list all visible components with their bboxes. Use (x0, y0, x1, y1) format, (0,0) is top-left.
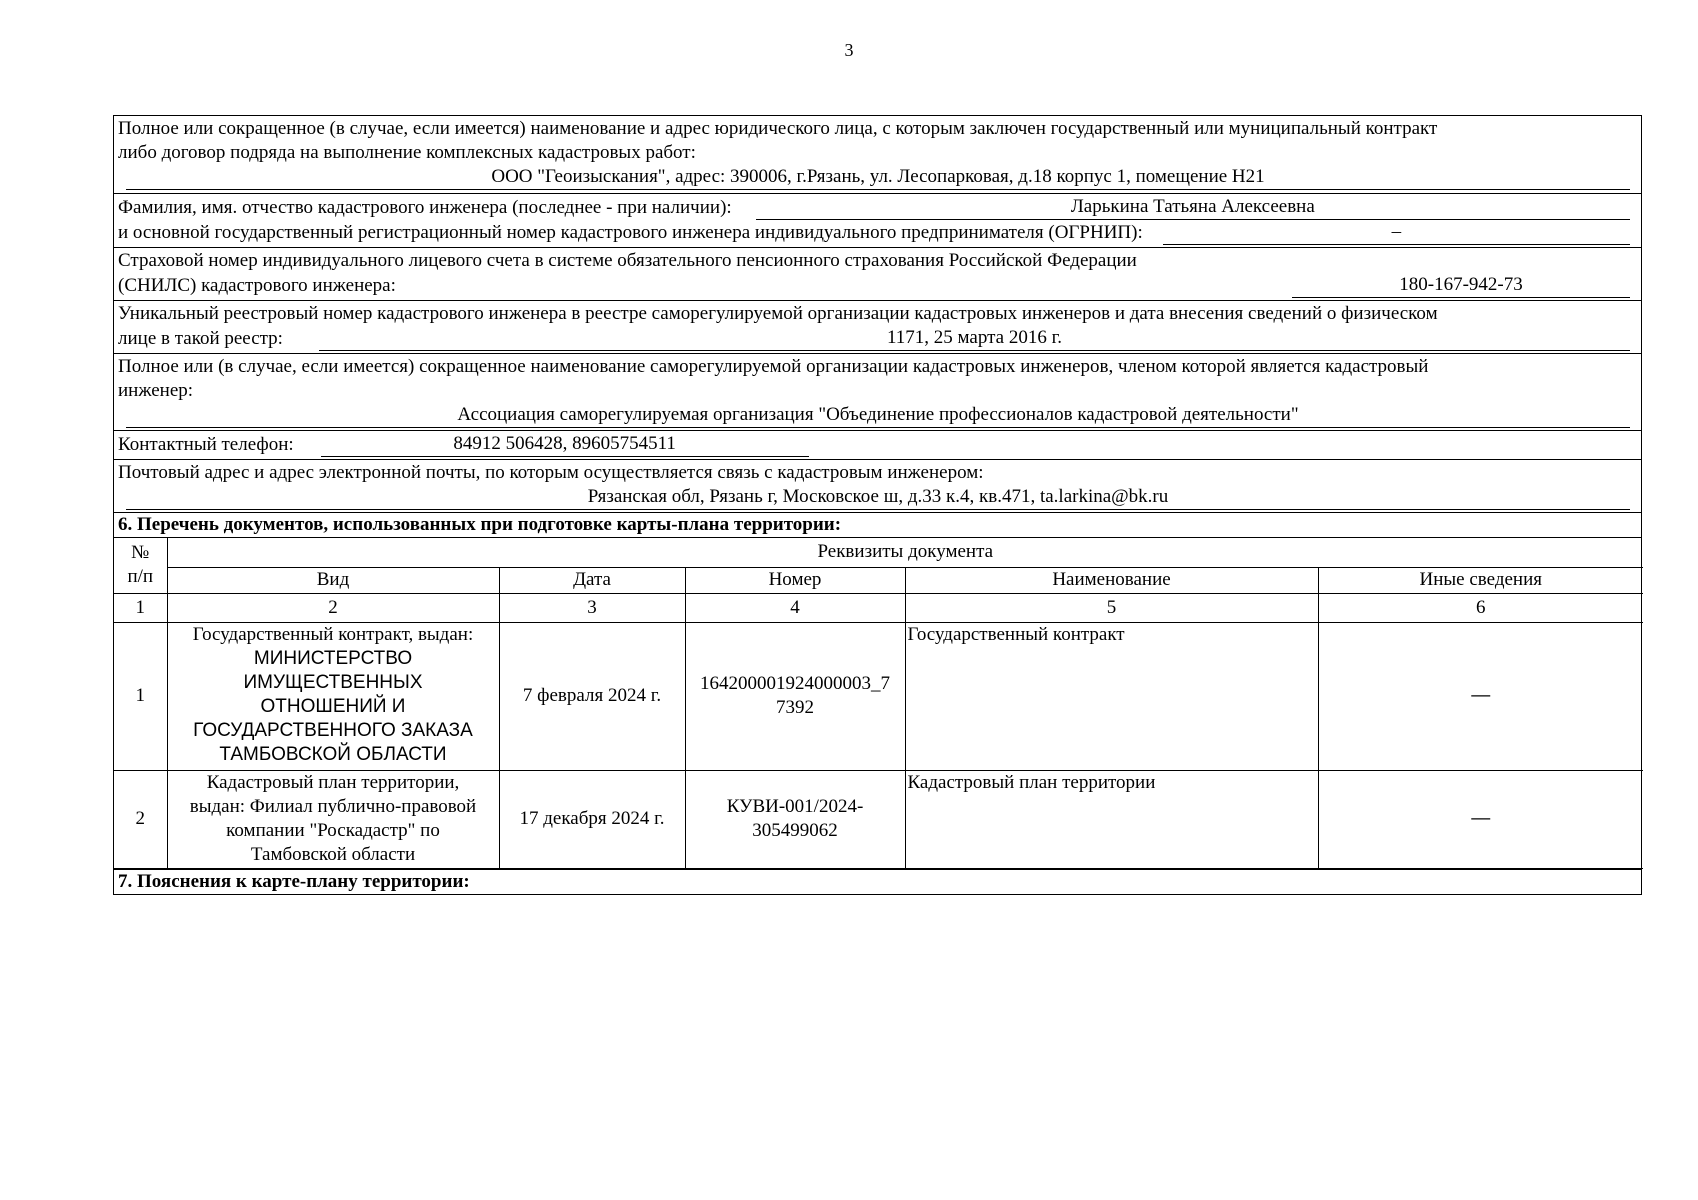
contractor-label-line1: Полное или сокращенное (в случае, если имеется) наименование и адрес юридического лица, с которым заключен государственный или муниципальный контракт (118, 118, 1438, 139)
row1-number (685, 622, 905, 770)
registry-label-line2: лице в такой реестр: (118, 328, 283, 349)
engineer-ogrnip-value: – (1163, 220, 1630, 245)
row2-number-line1: КУВИ-001/2024- (726, 796, 864, 817)
row1-name: Государственный контракт (905, 622, 1318, 770)
col-number-4: 4 (685, 593, 905, 622)
header-col-kind: Вид (167, 567, 499, 593)
header-col-date: Дата (499, 567, 685, 593)
section7-title: 7. Пояснения к карте-плану территории: (118, 870, 470, 892)
row2-number-line2: 305499062 (752, 820, 838, 841)
row1-other: — (1318, 622, 1643, 770)
contractor-value: ООО "Геоизыскания", адрес: 390006, г.Рязань, ул. Лесопарковая, д.18 корпус 1, помещение Н21 (126, 165, 1630, 190)
row1-date: 7 февраля 2024 г. (499, 622, 685, 770)
registry-row (118, 326, 1638, 351)
row2-date: 17 декабря 2024 г. (499, 770, 685, 868)
engineer-name-row (118, 195, 1638, 220)
registry-value: 1171, 25 марта 2016 г. (319, 326, 1630, 351)
page-number: 3 (844, 40, 854, 60)
col-number-1: 1 (114, 593, 167, 622)
address-block (114, 460, 1641, 513)
document-frame (113, 115, 1642, 895)
engineer-ogrnip-label: и основной государственный регистрационный номер кадастрового инженера индивидуального предпринимателя (ОГРНИП): (118, 222, 1143, 243)
row2-num: 2 (114, 770, 167, 868)
registry-block (114, 301, 1641, 354)
engineer-ogrnip-row (118, 220, 1638, 245)
row2-kind-line3: компании "Роскадастр" по (226, 819, 440, 841)
row1-kind-upper-5: ТАМБОВСКОЙ ОБЛАСТИ (219, 743, 447, 765)
documents-table (114, 538, 1643, 869)
header-col-name: Наименование (905, 567, 1318, 593)
col-number-6: 6 (1318, 593, 1643, 622)
phone-row (118, 432, 1638, 457)
row2-kind-line2: выдан: Филиал публично-правовой (189, 795, 477, 817)
row1-kind-upper-3: ОТНОШЕНИЙ И (260, 695, 406, 717)
phone-label: Контактный телефон: (118, 434, 294, 455)
row1-kind-upper-1: МИНИСТЕРСТВО (253, 647, 413, 669)
engineer-block (114, 194, 1641, 248)
sro-value: Ассоциация саморегулируемая организация "Объединение профессионалов кадастровой деятельности" (126, 403, 1630, 428)
header-col-number: Номер (685, 567, 905, 593)
section6-title: 6. Перечень документов, использованных при подготовке карты-плана территории: (114, 513, 1641, 538)
address-value: Рязанская обл, Рязань г, Московское ш, д.33 к.4, кв.471, ta.larkina@bk.ru (126, 485, 1630, 510)
row1-kind-upper-4: ГОСУДАРСТВЕННОГО ЗАКАЗА (193, 719, 473, 741)
engineer-name-label: Фамилия, имя. отчество кадастрового инженера (последнее - при наличии): (118, 197, 732, 218)
row1-number-line1: 164200001924000003_7 (700, 673, 890, 694)
row1-number-line2: 7392 (776, 697, 814, 718)
header-col-other: Иные сведения (1318, 567, 1643, 593)
row1-num: 1 (114, 622, 167, 770)
header-group: Реквизиты документа (167, 538, 1643, 567)
table-row (114, 622, 1643, 770)
phone-value: 84912 506428, 89605754511 (321, 432, 809, 457)
snils-row (118, 273, 1638, 298)
documents-table-wrap (114, 538, 1641, 870)
snils-label-line1: Страховой номер индивидуального лицевого счета в системе обязательного пенсионного страхования Российской Федерации (118, 250, 1137, 271)
col-number-2: 2 (167, 593, 499, 622)
col-number-3: 3 (499, 593, 685, 622)
engineer-name-value: Ларькина Татьяна Алексеевна (756, 195, 1630, 220)
address-label: Почтовый адрес и адрес электронной почты, по которым осуществляется связь с кадастровым инженером: (118, 462, 984, 483)
snils-label-line2: (СНИЛС) кадастрового инженера: (118, 275, 396, 296)
row2-number (685, 770, 905, 868)
sro-label-line2: инженер: (118, 380, 194, 401)
table-row (114, 770, 1643, 868)
row2-kind (167, 770, 499, 868)
header-num-line1: № (131, 542, 150, 564)
col-number-5: 5 (905, 593, 1318, 622)
phone-block (114, 431, 1641, 460)
row2-other: — (1318, 770, 1643, 868)
header-num-line2: п/п (127, 566, 154, 588)
row2-kind-line1: Кадастровый план территории, (206, 771, 460, 793)
row1-kind-upper-2: ИМУЩЕСТВЕННЫХ (243, 671, 423, 693)
sro-label-line1: Полное или (в случае, если имеется) сокращенное наименование саморегулируемой организации кадастровых инженеров, членом которой является кадастровый (118, 356, 1429, 377)
sro-block (114, 354, 1641, 431)
row1-kind-line1: Государственный контракт, выдан: (192, 623, 474, 645)
registry-label-line1: Уникальный реестровый номер кадастрового инженера в реестре саморегулируемой организации кадастровых инженеров и дата внесения сведений о физическом (118, 303, 1438, 324)
header-num (114, 538, 167, 593)
row2-name: Кадастровый план территории (905, 770, 1318, 868)
contractor-block (114, 116, 1641, 194)
contractor-label-line2: либо договор подряда на выполнение комплексных кадастровых работ: (118, 142, 696, 163)
snils-value: 180-167-942-73 (1292, 273, 1630, 298)
snils-block (114, 248, 1641, 301)
row2-kind-line4: Тамбовской области (250, 843, 416, 865)
row1-kind (167, 622, 499, 770)
